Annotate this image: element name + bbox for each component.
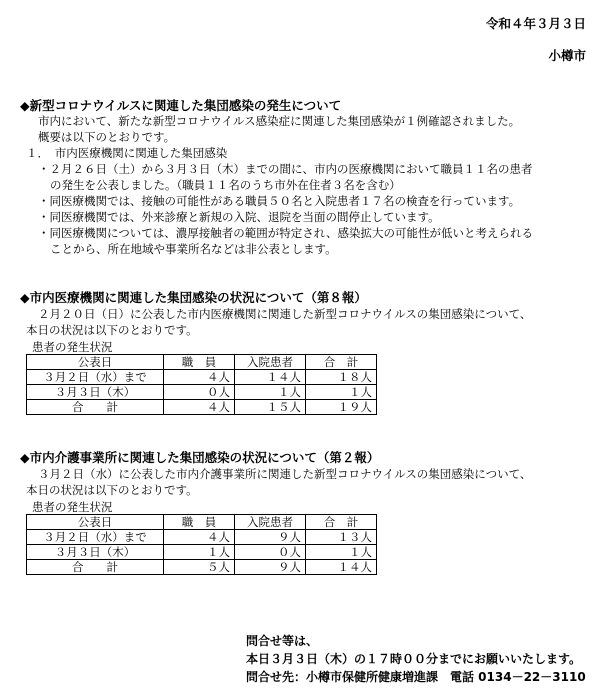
table-cell: ３月２日（水）まで — [27, 530, 164, 545]
table-cell: １４人 — [306, 560, 377, 575]
table-total-row — [27, 560, 377, 575]
table-header-cell: 公表日 — [27, 515, 164, 530]
table-cell: １３人 — [306, 530, 377, 545]
table-cell: ３月３日（木） — [27, 545, 164, 560]
section1-bullet-line: ・同医療機関については、濃厚接触者の範囲が特定され、感染拡大の可能性が低いと考えられる — [38, 226, 533, 240]
table-header-cell: 入院患者 — [235, 355, 306, 370]
table-cell: ３月３日（木） — [27, 385, 164, 400]
table-cell: １人 — [164, 545, 235, 560]
table-cell: １人 — [306, 385, 377, 400]
table-cell: ３月２日（水）まで — [27, 370, 164, 385]
contact-deadline: 本日３月３日（木）の１７時００分までにお願いいたします。 — [246, 652, 582, 666]
table-cell: １人 — [235, 385, 306, 400]
section1-heading: ◆新型コロナウイルスに関連した集団感染の発生について — [20, 98, 342, 113]
section1-bullet-line: ・同医療機関では、接触の可能性がある職員５０名と入院患者１７名の検査を行っています。 — [38, 194, 521, 208]
section1-intro-line: 市内において、新たな新型コロナウイルス感染症に関連した集団感染が１例確認されました。 — [38, 114, 521, 128]
table-header-cell: 職 員 — [164, 515, 235, 530]
section3-patient-table — [26, 514, 377, 575]
table-cell: ５人 — [164, 560, 235, 575]
table-cell: ４人 — [164, 370, 235, 385]
table-cell: ４人 — [164, 400, 235, 415]
table-header-cell: 合 計 — [306, 515, 377, 530]
table-cell: 合 計 — [27, 560, 164, 575]
table-row — [27, 545, 377, 560]
contact-intro: 問合せ等は、 — [246, 634, 319, 648]
document-date: 令和４年３月３日 — [485, 16, 586, 31]
section1-bullet-line: ・同医療機関では、外来診療と新規の入院、退院を当面の間停止しています。 — [38, 210, 440, 224]
section2-heading: ◆市内医療機関に関連した集団感染の状況について（第８報） — [20, 290, 367, 305]
section2-intro-line: 本日の状況は以下のとおりです。 — [26, 323, 198, 337]
section2-patient-table — [26, 354, 377, 415]
city-name: 小樽市 — [548, 48, 586, 63]
table-cell: ０人 — [235, 545, 306, 560]
table-header-cell: 公表日 — [27, 355, 164, 370]
section2-table-caption: 患者の発生状況 — [32, 340, 113, 354]
table-header-cell: 入院患者 — [235, 515, 306, 530]
table-header-row — [27, 355, 377, 370]
section1-bullet-line: ・２月２６日（土）から３月３日（木）までの間に、市内の医療機関において職員１１名の患者 — [38, 162, 533, 176]
section3-table-caption: 患者の発生状況 — [32, 500, 113, 514]
section3-intro-line: ３月２日（水）に公表した市内介護事業所に関連した新型コロナウイルスの集団感染について、 — [38, 467, 532, 481]
table-cell: １９人 — [306, 400, 377, 415]
table-cell: １４人 — [235, 370, 306, 385]
table-row — [27, 385, 377, 400]
table-cell: ０人 — [164, 385, 235, 400]
table-cell: ９人 — [235, 560, 306, 575]
table-cell: １８人 — [306, 370, 377, 385]
section1-intro-line: 概要は以下のとおりです。 — [38, 130, 176, 144]
section1-bullet-line: の発生を公表しました。（職員１１名のうち市外在住者３名を含む） — [50, 178, 401, 192]
table-cell: 合 計 — [27, 400, 164, 415]
section1-bullet-line: ことから、所在地域や事業所名などは非公表とします。 — [50, 242, 337, 256]
section3-intro-line: 本日の状況は以下のとおりです。 — [26, 483, 198, 497]
table-cell: ９人 — [235, 530, 306, 545]
contact-info: 問合せ先：小樽市保健所健康増進課 電話 0134－22－3110 — [246, 670, 586, 684]
table-cell: ４人 — [164, 530, 235, 545]
table-header-row — [27, 515, 377, 530]
table-header-cell: 職 員 — [164, 355, 235, 370]
section2-intro-line: ２月２０日（日）に公表した市内医療機関に関連した新型コロナウイルスの集団感染について、 — [38, 307, 532, 321]
table-row — [27, 530, 377, 545]
table-header-cell: 合 計 — [306, 355, 377, 370]
section1-item-title: １． 市内医療機関に関連した集団感染 — [26, 146, 228, 160]
table-row — [27, 370, 377, 385]
table-total-row — [27, 400, 377, 415]
table-cell: １人 — [306, 545, 377, 560]
table-cell: １５人 — [235, 400, 306, 415]
section3-heading: ◆市内介護事業所に関連した集団感染の状況について（第２報） — [20, 450, 380, 465]
